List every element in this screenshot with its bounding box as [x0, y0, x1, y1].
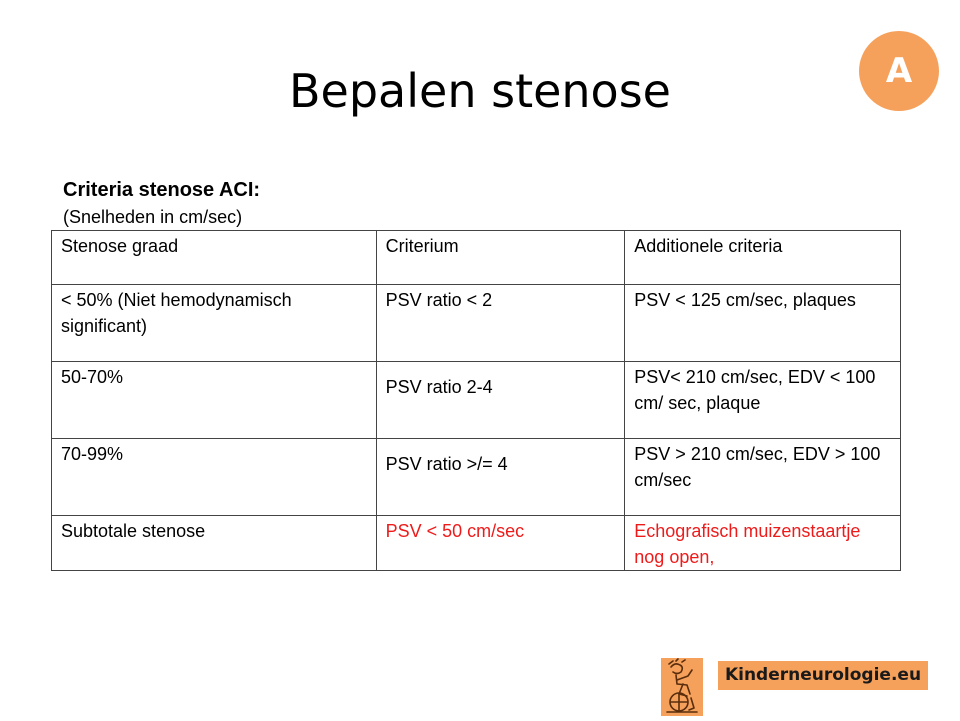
- stenosis-criteria-table: [51, 230, 901, 571]
- header-cell-grade: Stenose graad: [52, 231, 377, 285]
- table-header-row: [52, 231, 901, 285]
- footer-branding: [661, 658, 931, 718]
- wheelchair-figure-icon: [661, 658, 703, 716]
- additional-cell: Echografisch muizenstaartje nog open,: [625, 516, 901, 571]
- grade-cell: Subtotale stenose: [52, 516, 377, 571]
- table-row: [52, 439, 901, 516]
- criterion-cell: [376, 439, 625, 516]
- header-cell-additional: Additionele criteria: [625, 231, 901, 285]
- table-row: [52, 285, 901, 362]
- brand-banner[interactable]: Kinderneurologie.eu: [718, 661, 928, 690]
- brand-logo-icon: [661, 658, 703, 716]
- table-row: [52, 516, 901, 571]
- grade-cell: 70-99%: [52, 439, 377, 516]
- section-badge: A: [859, 31, 939, 111]
- criterion-text: PSV ratio >/= 4: [385, 454, 508, 474]
- slide-title: Bepalen stenose: [289, 64, 671, 118]
- grade-cell: < 50% (Niet hemodynamisch significant): [52, 285, 377, 362]
- criteria-heading: Criteria stenose ACI:: [63, 179, 261, 201]
- additional-cell: PSV < 125 cm/sec, plaques: [625, 285, 901, 362]
- additional-cell: PSV< 210 cm/sec, EDV < 100 cm/ sec, plaque: [625, 362, 901, 439]
- criterion-cell: [376, 362, 625, 439]
- criterion-cell: PSV ratio < 2: [376, 285, 625, 362]
- criterion-cell: PSV < 50 cm/sec: [376, 516, 625, 571]
- table-row: [52, 362, 901, 439]
- criteria-subheading: (Snelheden in cm/sec): [63, 207, 243, 227]
- criterion-text: PSV ratio 2-4: [385, 377, 493, 397]
- grade-cell: 50-70%: [52, 362, 377, 439]
- additional-cell: PSV > 210 cm/sec, EDV > 100 cm/sec: [625, 439, 901, 516]
- header-cell-criterion: Criterium: [376, 231, 625, 285]
